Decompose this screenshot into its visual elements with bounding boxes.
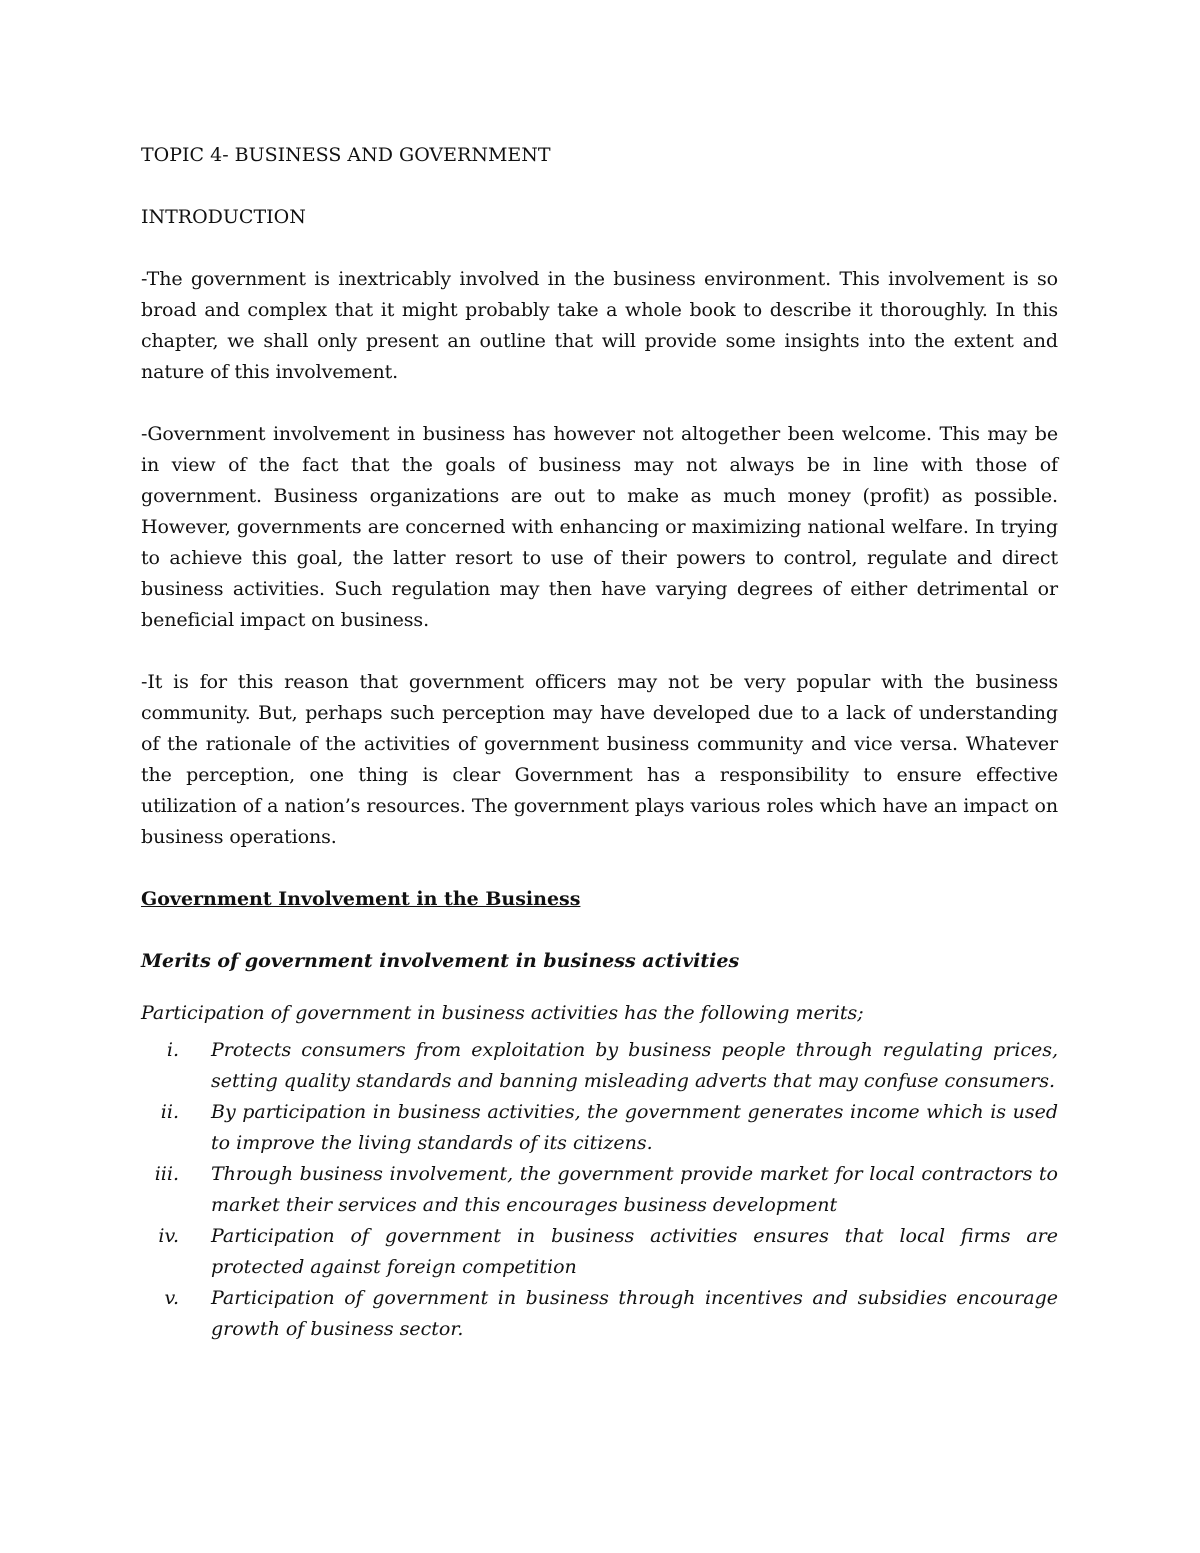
list-item-number: ii.	[160, 1101, 179, 1123]
list-item-text: Through business involvement, the government provide market for local contractors to market their services and this encourages business development	[211, 1163, 1058, 1216]
topic-title: TOPIC 4- BUSINESS AND GOVERNMENT	[141, 144, 551, 166]
list-item-number: i.	[166, 1039, 179, 1061]
section-title: Government Involvement in the Business	[141, 888, 581, 910]
list-item	[141, 1283, 1058, 1345]
list-item-number: iv.	[158, 1225, 179, 1247]
paragraph-2: -Government involvement in business has however not altogether been welcome. This may be in view of the fact that the goals of business may not always be in line with those of government. Business organizations are out to make as much money (profit) as possible. However, governments are concerned with enhancing or maximizing national welfare. In trying to achieve this goal, the latter resort to use of their powers to control, regulate and direct business activities. Such regulation may then have varying degrees of either detrimental or beneficial impact on business.	[141, 423, 1058, 631]
list-item	[141, 1159, 1058, 1221]
paragraph-3: -It is for this reason that government officers may not be very popular with the business community. But, perhaps such perception may have developed due to a lack of understanding of the rationale of the activities of government business community and vice versa. Whatever the perception, one thing is clear Government has a responsibility to ensure effective utilization of a nation’s resources. The government plays various roles which have an impact on business operations.	[141, 671, 1058, 848]
document-page	[141, 140, 1058, 1345]
merits-intro: Participation of government in business activities has the following merits;	[141, 1002, 864, 1024]
paragraph-1: -The government is inextricably involved in the business environment. This involvement is so broad and complex that it might probably take a whole book to describe it thoroughly. In this chapter, we shall only present an outline that will provide some insights into the extent and nature of this involvement.	[141, 268, 1058, 383]
list-item-text: By participation in business activities, the government generates income which is used to improve the living standards of its citizens.	[211, 1101, 1058, 1154]
intro-heading: INTRODUCTION	[141, 206, 306, 228]
subsection-title: Merits of government involvement in business activities	[141, 950, 740, 972]
list-item	[141, 1035, 1058, 1097]
list-item-number: iii.	[154, 1163, 179, 1185]
list-item-text: Participation of government in business activities ensures that local firms are protected against foreign competition	[211, 1225, 1058, 1278]
merits-list	[141, 1035, 1058, 1345]
list-item	[141, 1097, 1058, 1159]
list-item	[141, 1221, 1058, 1283]
list-item-text: Participation of government in business through incentives and subsidies encourage growth of business sector.	[211, 1287, 1058, 1340]
list-item-number: v.	[164, 1287, 179, 1309]
list-item-text: Protects consumers from exploitation by business people through regulating prices, setting quality standards and banning misleading adverts that may confuse consumers.	[211, 1039, 1058, 1092]
